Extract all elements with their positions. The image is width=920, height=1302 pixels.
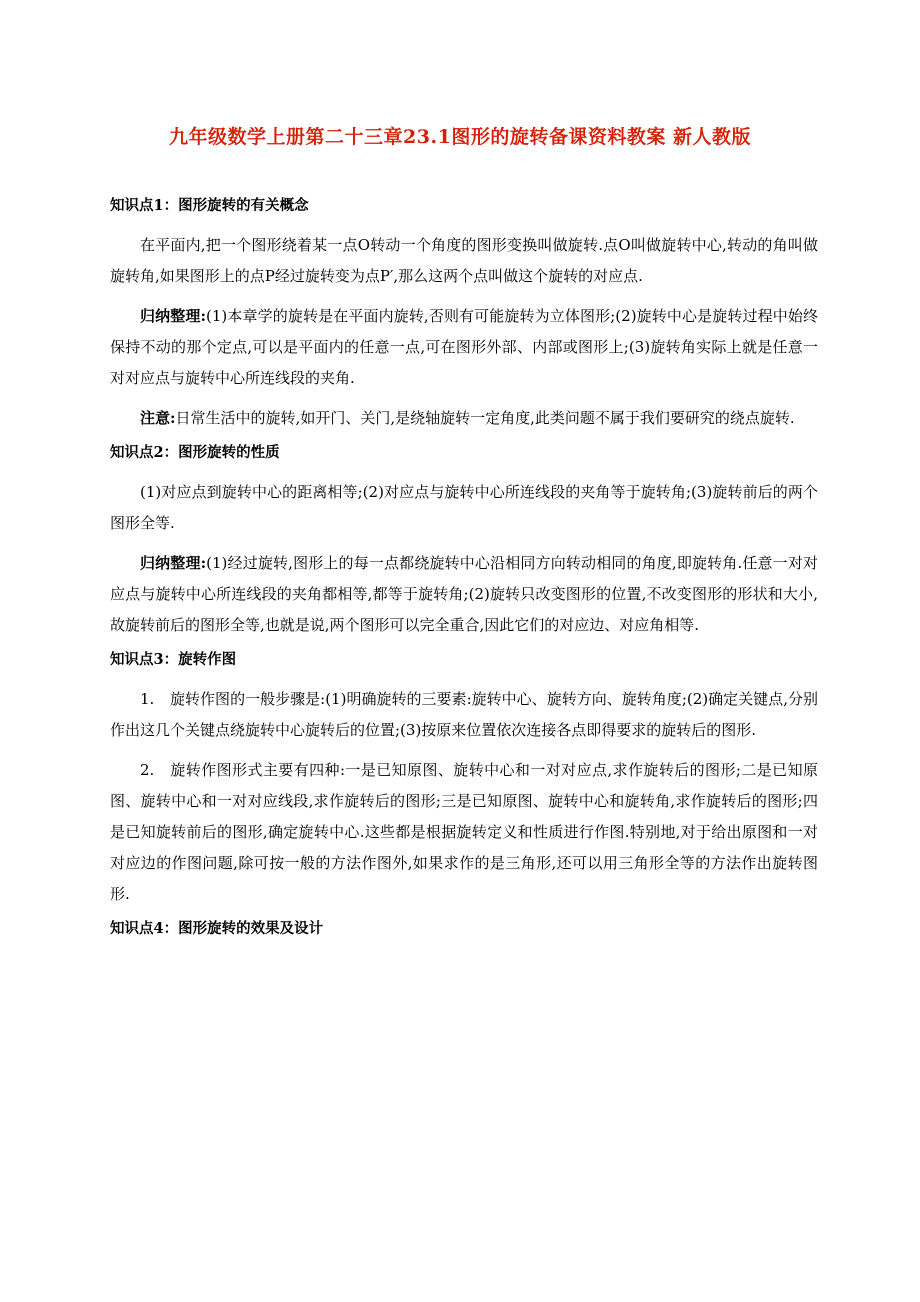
item-number: 1. <box>140 690 155 708</box>
summary-text: (1)本章学的旋转是在平面内旋转,否则有可能旋转为立体图形;(2)旋转中心是旋转过程中始终保持不动的那个定点,可以是平面内的任意一点,可在图形外部、内部或图形上;(3)旋转角实际上就是任意一对对应点与旋转中心所连线段的夹角. <box>110 307 818 387</box>
item-text: 旋转作图的一般步骤是:(1)明确旋转的三要素:旋转中心、旋转方向、旋转角度;(2)确定关键点,分别作出这几个关键点绕旋转中心旋转后的位置;(3)按原来位置依次连接各点即得要求的旋转后的图形. <box>110 690 818 739</box>
summary-label: 归纳整理: <box>140 307 207 325</box>
section-heading-1: 知识点1：图形旋转的有关概念 <box>110 197 309 214</box>
document-title: 九年级数学上册第二十三章23.1图形的旋转备课资料教案 新人教版 <box>169 126 751 148</box>
note-label: 注意: <box>140 409 176 427</box>
section-heading-4: 知识点4：图形旋转的效果及设计 <box>110 920 324 937</box>
section-3-item-2 <box>110 755 818 910</box>
section-2-properties: (1)对应点到旋转中心的距离相等;(2)对应点与旋转中心所连线段的夹角等于旋转角;(3)旋转前后的两个图形全等. <box>110 483 818 532</box>
note-text: 日常生活中的旋转,如开门、关门,是绕轴旋转一定角度,此类问题不属于我们要研究的绕点旋转. <box>175 409 795 427</box>
item-text: 旋转作图形式主要有四种:一是已知原图、旋转中心和一对对应点,求作旋转后的图形;二是已知原图、旋转中心和一对对应线段,求作旋转后的图形;三是已知原图、旋转中心和旋转角,求作旋转后的图形;四是已知旋转前后的图形,确定旋转中心.这些都是根据旋转定义和性质进行作图.特别地,对于给出原图和一对对应边的作图问题,除可按一般的方法作图外,如果求作的是三角形,还可以用三角形全等的方法作出旋转图形. <box>110 761 818 903</box>
section-1-definition: 在平面内,把一个图形绕着某一点O转动一个角度的图形变换叫做旋转.点O叫做旋转中心,转动的角叫做旋转角,如果图形上的点P经过旋转变为点P′,那么这两个点叫做这个旋转的对应点. <box>110 236 818 285</box>
summary-text: (1)经过旋转,图形上的每一点都绕旋转中心沿相同方向转动相同的角度,即旋转角.任意一对对应点与旋转中心所连线段的夹角都相等,都等于旋转角;(2)旋转只改变图形的位置,不改变图形的形状和大小,故旋转前后的图形全等,也就是说,两个图形可以完全重合,因此它们的对应边、对应角相等. <box>110 554 818 634</box>
summary-label: 归纳整理: <box>140 554 207 572</box>
section-1-note <box>110 403 818 434</box>
section-heading-2: 知识点2：图形旋转的性质 <box>110 444 280 461</box>
section-2-summary <box>110 548 818 641</box>
document-body <box>110 196 818 953</box>
section-heading-3: 知识点3：旋转作图 <box>110 651 237 668</box>
item-number: 2. <box>140 761 155 779</box>
section-3-item-1 <box>110 684 818 746</box>
section-1-summary <box>110 301 818 394</box>
